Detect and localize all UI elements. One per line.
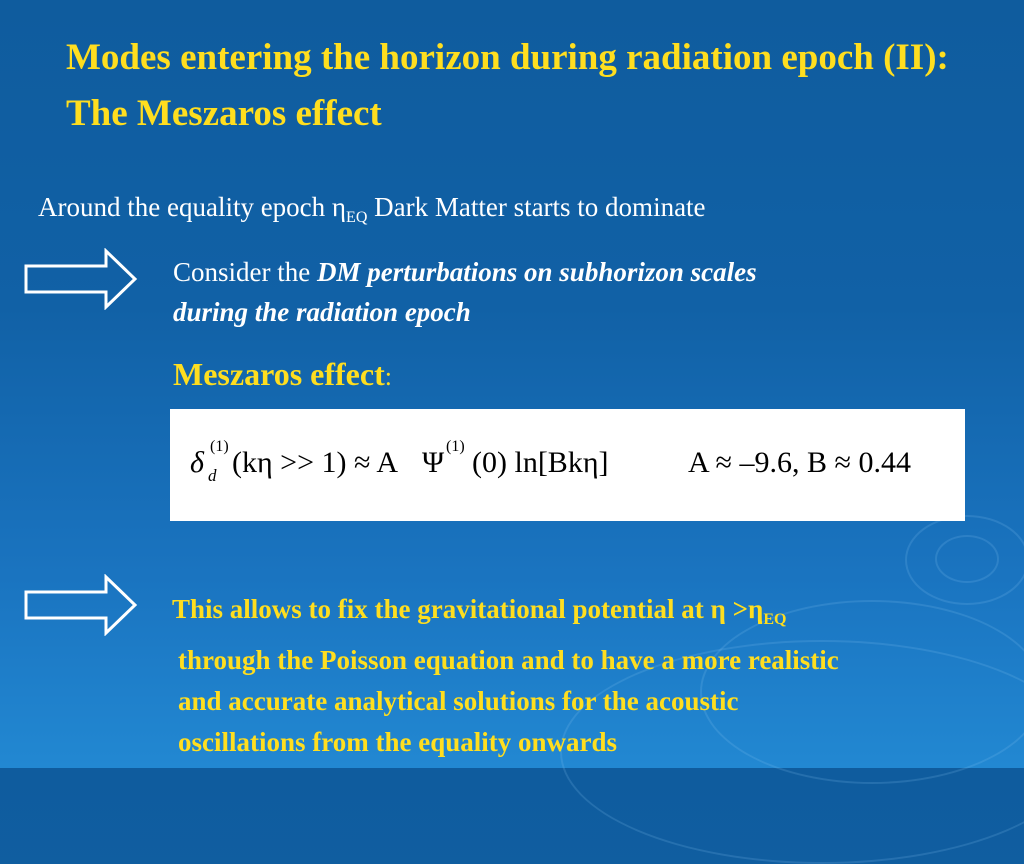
equation-svg — [170, 409, 965, 521]
right-arrow-icon — [24, 248, 138, 310]
slide-title: Modes entering the horizon during radiation epoch (II): The Meszaros effect — [66, 37, 949, 134]
eq-sup-1a: (1) — [210, 438, 229, 455]
eq-psi: Ψ — [422, 446, 445, 479]
intro-line — [38, 192, 706, 227]
point-dm-perturbations — [173, 252, 973, 332]
meszaros-colon: : — [384, 362, 392, 391]
emphasis-line-1: DM perturbations on subhorizon scales — [316, 257, 757, 287]
eq-sup-1b: (1) — [446, 438, 465, 455]
eq-delta: δ — [190, 446, 204, 479]
consider-prefix: Consider the — [173, 257, 317, 287]
intro-text-before: Around the equality epoch — [38, 192, 332, 222]
meszaros-heading-text: Meszaros effect — [173, 356, 385, 392]
eq-rest: (0) ln[Bkη] — [472, 446, 609, 479]
line4-text: oscillations from the equality onwards — [178, 727, 618, 757]
emphasis-line-2: during the radiation epoch — [173, 297, 471, 327]
eta-symbol: η — [747, 594, 764, 624]
eq-sub-d: d — [208, 466, 217, 485]
eq-argument: (kη >> 1) ≈ A — [232, 446, 398, 479]
line3-text: and accurate analytical solutions for the acoustic — [178, 686, 739, 716]
greater-than: > — [725, 594, 748, 624]
line2-text: through the Poisson equation and to have a more realistic — [178, 645, 839, 675]
eq-params: A ≈ –9.6, B ≈ 0.44 — [688, 446, 911, 479]
line1-text: This allows to fix the gravitational potential at — [172, 594, 711, 624]
point-poisson-equation — [172, 589, 1022, 763]
intro-text-after: Dark Matter starts to dominate — [367, 192, 706, 222]
eq-subscript: EQ — [763, 611, 787, 628]
eta-symbol: η — [710, 594, 726, 624]
right-arrow-icon — [24, 574, 138, 636]
meszaros-heading — [173, 356, 392, 393]
eq-subscript: EQ — [346, 209, 368, 226]
equation-box — [170, 409, 965, 521]
eta-symbol: η — [331, 192, 347, 222]
